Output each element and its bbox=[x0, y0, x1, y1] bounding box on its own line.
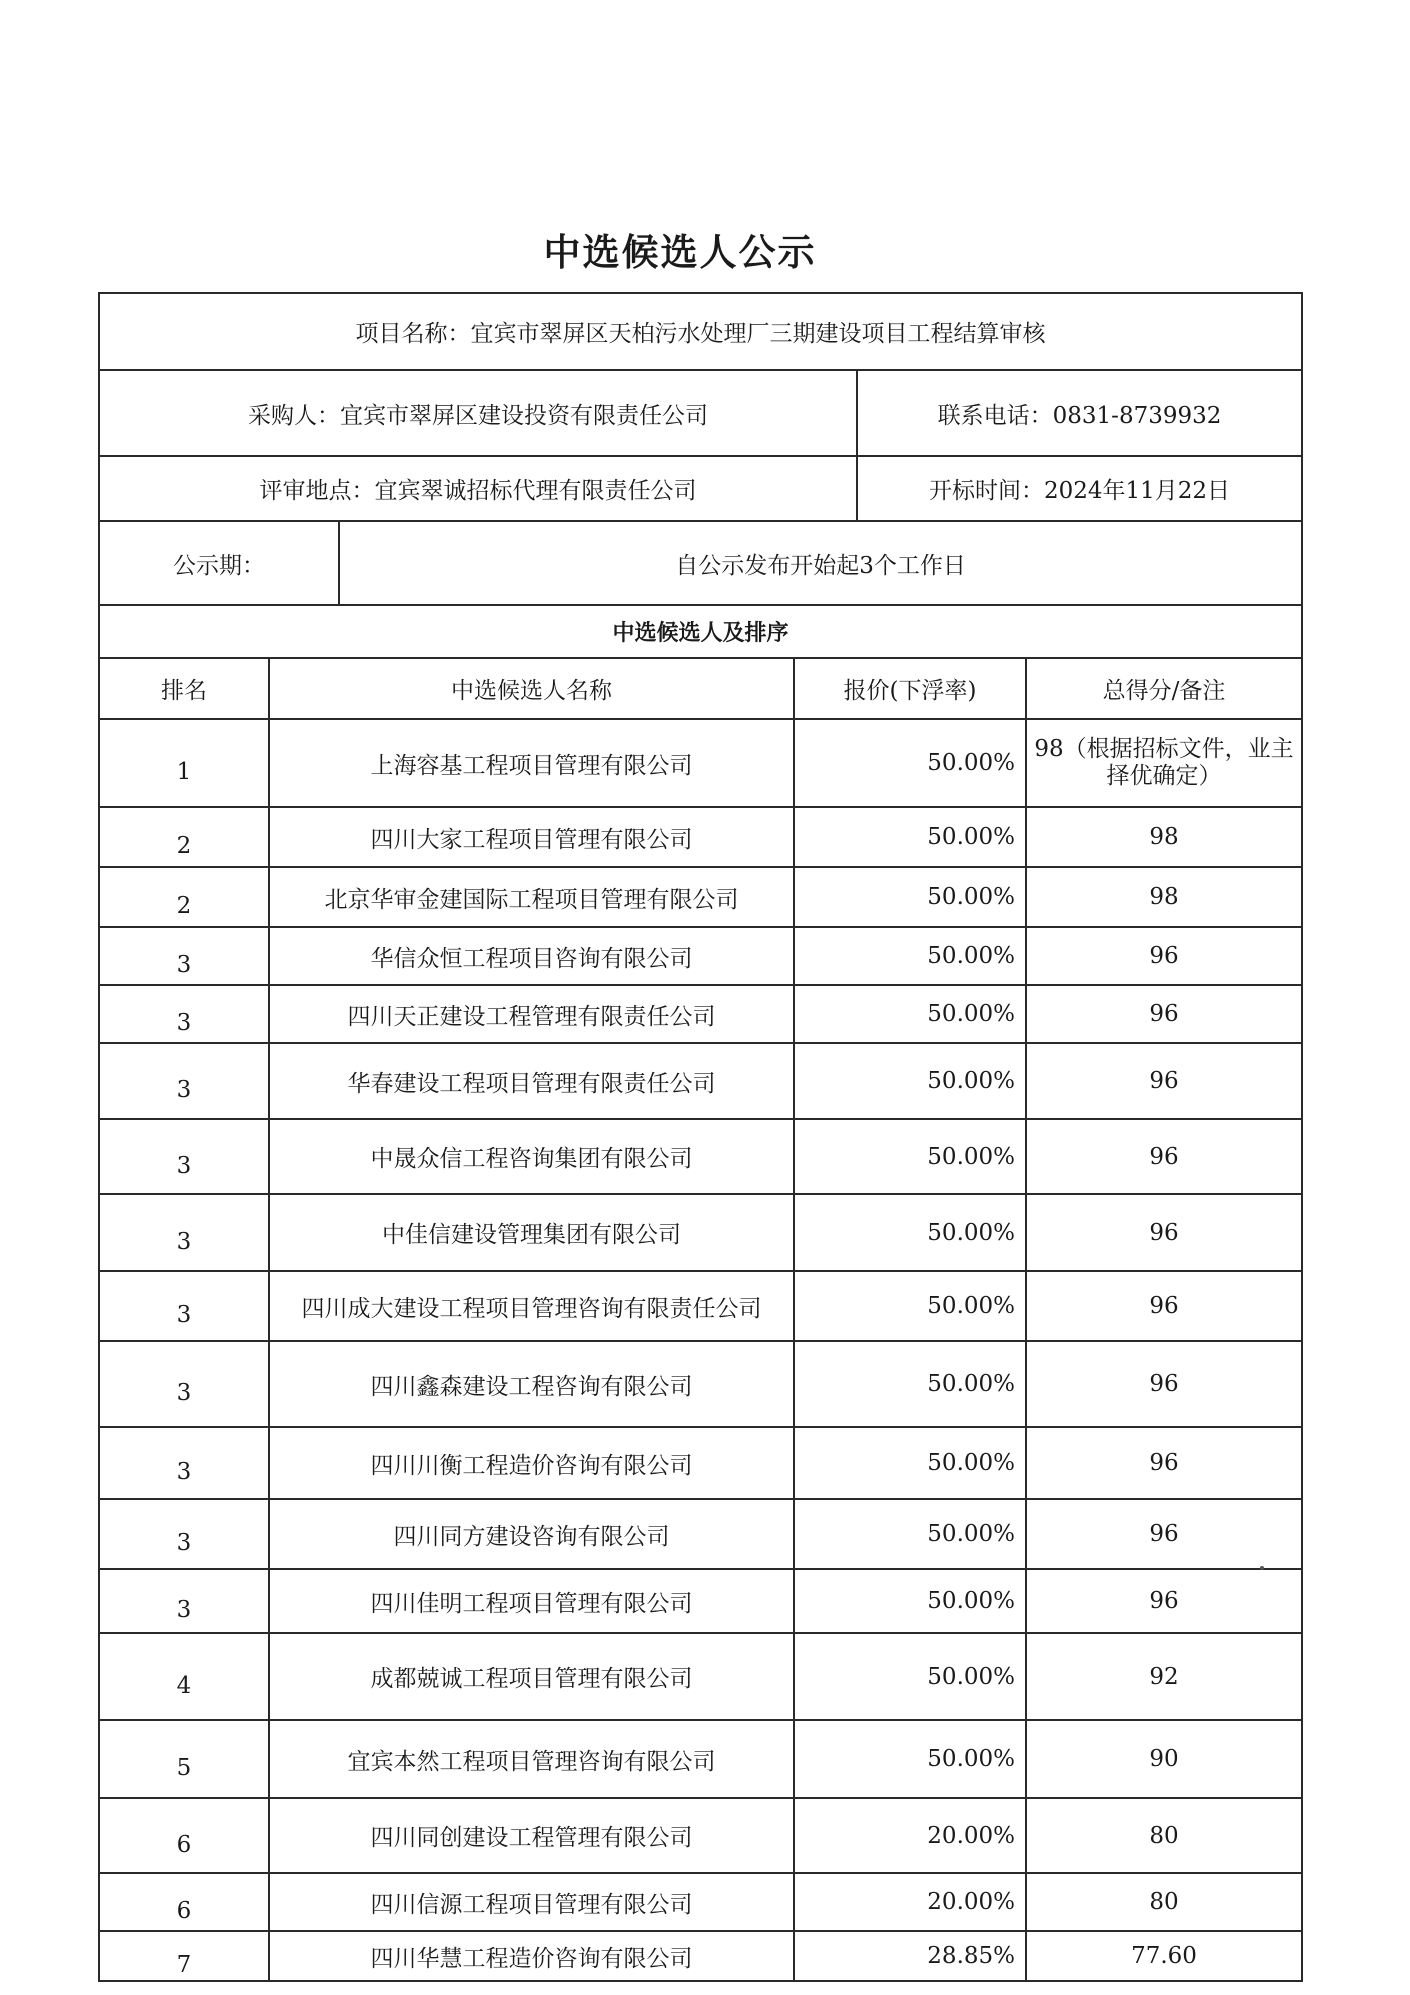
price-cell: 50.00% bbox=[794, 985, 1026, 1043]
rank-cell: 3 bbox=[99, 985, 269, 1043]
score-cell: 98 bbox=[1026, 807, 1302, 867]
table-row bbox=[99, 867, 1302, 927]
candidate-name-cell: 四川大家工程项目管理有限公司 bbox=[269, 807, 794, 867]
open-time-label: 开标时间： bbox=[928, 478, 1044, 504]
price-cell: 50.00% bbox=[794, 1720, 1026, 1798]
project-name: 宜宾市翠屏区天柏污水处理厂三期建设项目工程结算审核 bbox=[470, 321, 1046, 347]
price-cell: 20.00% bbox=[794, 1798, 1026, 1873]
review-row bbox=[99, 456, 1302, 521]
table-row bbox=[99, 807, 1302, 867]
table-row bbox=[99, 1043, 1302, 1119]
price-cell: 50.00% bbox=[794, 867, 1026, 927]
price-cell: 50.00% bbox=[794, 719, 1026, 807]
purchaser-row bbox=[99, 370, 1302, 456]
table-row bbox=[99, 985, 1302, 1043]
score-cell: 96 bbox=[1026, 1499, 1302, 1569]
section-title: 中选候选人及排序 bbox=[99, 605, 1302, 658]
section-row bbox=[99, 605, 1302, 658]
price-cell: 50.00% bbox=[794, 927, 1026, 985]
candidate-name-cell: 四川成大建设工程项目管理咨询有限责任公司 bbox=[269, 1271, 794, 1341]
rank-cell: 1 bbox=[99, 719, 269, 807]
price-cell: 50.00% bbox=[794, 1271, 1026, 1341]
candidate-name-cell: 上海容基工程项目管理有限公司 bbox=[269, 719, 794, 807]
score-cell: 96 bbox=[1026, 985, 1302, 1043]
review-place-label: 评审地点： bbox=[259, 478, 375, 504]
table-row bbox=[99, 1720, 1302, 1798]
col-name-header: 中选候选人名称 bbox=[269, 658, 794, 719]
purchaser-name: 宜宾市翠屏区建设投资有限责任公司 bbox=[340, 402, 708, 429]
candidate-name-cell: 华春建设工程项目管理有限责任公司 bbox=[269, 1043, 794, 1119]
score-cell: 98（根据招标文件，业主择优确定） bbox=[1026, 719, 1302, 807]
table-row bbox=[99, 1194, 1302, 1271]
table-row bbox=[99, 1798, 1302, 1873]
table-row bbox=[99, 1931, 1302, 1981]
rank-cell: 4 bbox=[99, 1633, 269, 1720]
candidate-name-cell: 四川天正建设工程管理有限责任公司 bbox=[269, 985, 794, 1043]
table-row bbox=[99, 1427, 1302, 1499]
table-row bbox=[99, 1119, 1302, 1194]
rank-cell: 2 bbox=[99, 807, 269, 867]
price-cell: 50.00% bbox=[794, 1499, 1026, 1569]
score-cell: 96 bbox=[1026, 1043, 1302, 1119]
candidate-name-cell: 四川鑫森建设工程咨询有限公司 bbox=[269, 1341, 794, 1427]
price-cell: 50.00% bbox=[794, 1194, 1026, 1271]
period-value: 自公示发布开始起3个工作日 bbox=[339, 521, 1302, 605]
table-row bbox=[99, 927, 1302, 985]
period-row bbox=[99, 521, 1302, 605]
review-place-cell bbox=[99, 456, 857, 521]
candidate-name-cell: 宜宾本然工程项目管理咨询有限公司 bbox=[269, 1720, 794, 1798]
price-cell: 50.00% bbox=[794, 1119, 1026, 1194]
phone-number: 0831-8739932 bbox=[1052, 402, 1222, 429]
rank-cell: 3 bbox=[99, 1341, 269, 1427]
candidate-name-cell: 四川川衡工程造价咨询有限公司 bbox=[269, 1427, 794, 1499]
score-cell: 92 bbox=[1026, 1633, 1302, 1720]
column-header-row bbox=[99, 658, 1302, 719]
price-cell: 28.85% bbox=[794, 1931, 1026, 1981]
candidate-name-cell: 华信众恒工程项目咨询有限公司 bbox=[269, 927, 794, 985]
col-price-header: 报价(下浮率) bbox=[794, 658, 1026, 719]
notice-table bbox=[98, 292, 1303, 1982]
candidate-name-cell: 北京华审金建国际工程项目管理有限公司 bbox=[269, 867, 794, 927]
rank-cell: 3 bbox=[99, 1119, 269, 1194]
open-time-cell bbox=[857, 456, 1302, 521]
rank-cell: 3 bbox=[99, 1427, 269, 1499]
table-row bbox=[99, 1271, 1302, 1341]
col-rank-header: 排名 bbox=[99, 658, 269, 719]
score-cell: 96 bbox=[1026, 1341, 1302, 1427]
table-row bbox=[99, 1341, 1302, 1427]
candidate-name-cell: 中晟众信工程咨询集团有限公司 bbox=[269, 1119, 794, 1194]
candidate-name-cell: 成都兢诚工程项目管理有限公司 bbox=[269, 1633, 794, 1720]
candidate-name-cell: 四川同方建设咨询有限公司 bbox=[269, 1499, 794, 1569]
score-cell: 96 bbox=[1026, 1271, 1302, 1341]
price-cell: 50.00% bbox=[794, 1569, 1026, 1633]
rank-cell: 6 bbox=[99, 1873, 269, 1931]
candidate-name-cell: 四川佳明工程项目管理有限公司 bbox=[269, 1569, 794, 1633]
project-cell bbox=[99, 293, 1302, 370]
phone-label: 联系电话： bbox=[937, 402, 1053, 429]
project-row bbox=[99, 293, 1302, 370]
col-score-header: 总得分/备注 bbox=[1026, 658, 1302, 719]
candidate-name-cell: 中佳信建设管理集团有限公司 bbox=[269, 1194, 794, 1271]
price-cell: 50.00% bbox=[794, 1633, 1026, 1720]
table-row bbox=[99, 1633, 1302, 1720]
rank-cell: 3 bbox=[99, 927, 269, 985]
score-cell: 98 bbox=[1026, 867, 1302, 927]
candidate-rows bbox=[99, 719, 1302, 1981]
price-cell: 50.00% bbox=[794, 1341, 1026, 1427]
rank-cell: 2 bbox=[99, 867, 269, 927]
phone-cell bbox=[857, 370, 1302, 456]
price-cell: 20.00% bbox=[794, 1873, 1026, 1931]
purchaser-label: 采购人： bbox=[248, 402, 340, 429]
candidate-name-cell: 四川信源工程项目管理有限公司 bbox=[269, 1873, 794, 1931]
rank-cell: 5 bbox=[99, 1720, 269, 1798]
table-row bbox=[99, 1873, 1302, 1931]
score-cell: 77.60 bbox=[1026, 1931, 1302, 1981]
rank-cell: 3 bbox=[99, 1194, 269, 1271]
candidate-name-cell: 四川同创建设工程管理有限公司 bbox=[269, 1798, 794, 1873]
purchaser-cell bbox=[99, 370, 857, 456]
rank-cell: 6 bbox=[99, 1798, 269, 1873]
price-cell: 50.00% bbox=[794, 1043, 1026, 1119]
score-cell: 90 bbox=[1026, 1720, 1302, 1798]
price-cell: 50.00% bbox=[794, 1427, 1026, 1499]
page-title: 中选候选人公示 bbox=[543, 231, 817, 274]
open-time-value: 2024年11月22日 bbox=[1043, 478, 1231, 504]
score-cell: 96 bbox=[1026, 1569, 1302, 1633]
table-row bbox=[99, 1569, 1302, 1633]
candidate-name-cell: 四川华慧工程造价咨询有限公司 bbox=[269, 1931, 794, 1981]
rank-cell: 7 bbox=[99, 1931, 269, 1981]
table-row bbox=[99, 719, 1302, 807]
rank-cell: 3 bbox=[99, 1043, 269, 1119]
score-cell: 96 bbox=[1026, 927, 1302, 985]
rank-cell: 3 bbox=[99, 1271, 269, 1341]
score-cell: 80 bbox=[1026, 1798, 1302, 1873]
period-label: 公示期： bbox=[99, 521, 339, 605]
project-label: 项目名称： bbox=[355, 321, 471, 347]
scan-speck bbox=[1260, 1566, 1264, 1570]
table-row bbox=[99, 1499, 1302, 1569]
score-cell: 80 bbox=[1026, 1873, 1302, 1931]
score-cell: 96 bbox=[1026, 1427, 1302, 1499]
score-cell: 96 bbox=[1026, 1194, 1302, 1271]
rank-cell: 3 bbox=[99, 1569, 269, 1633]
rank-cell: 3 bbox=[99, 1499, 269, 1569]
review-place-value: 宜宾翠诚招标代理有限责任公司 bbox=[374, 478, 697, 504]
price-cell: 50.00% bbox=[794, 807, 1026, 867]
score-cell: 96 bbox=[1026, 1119, 1302, 1194]
